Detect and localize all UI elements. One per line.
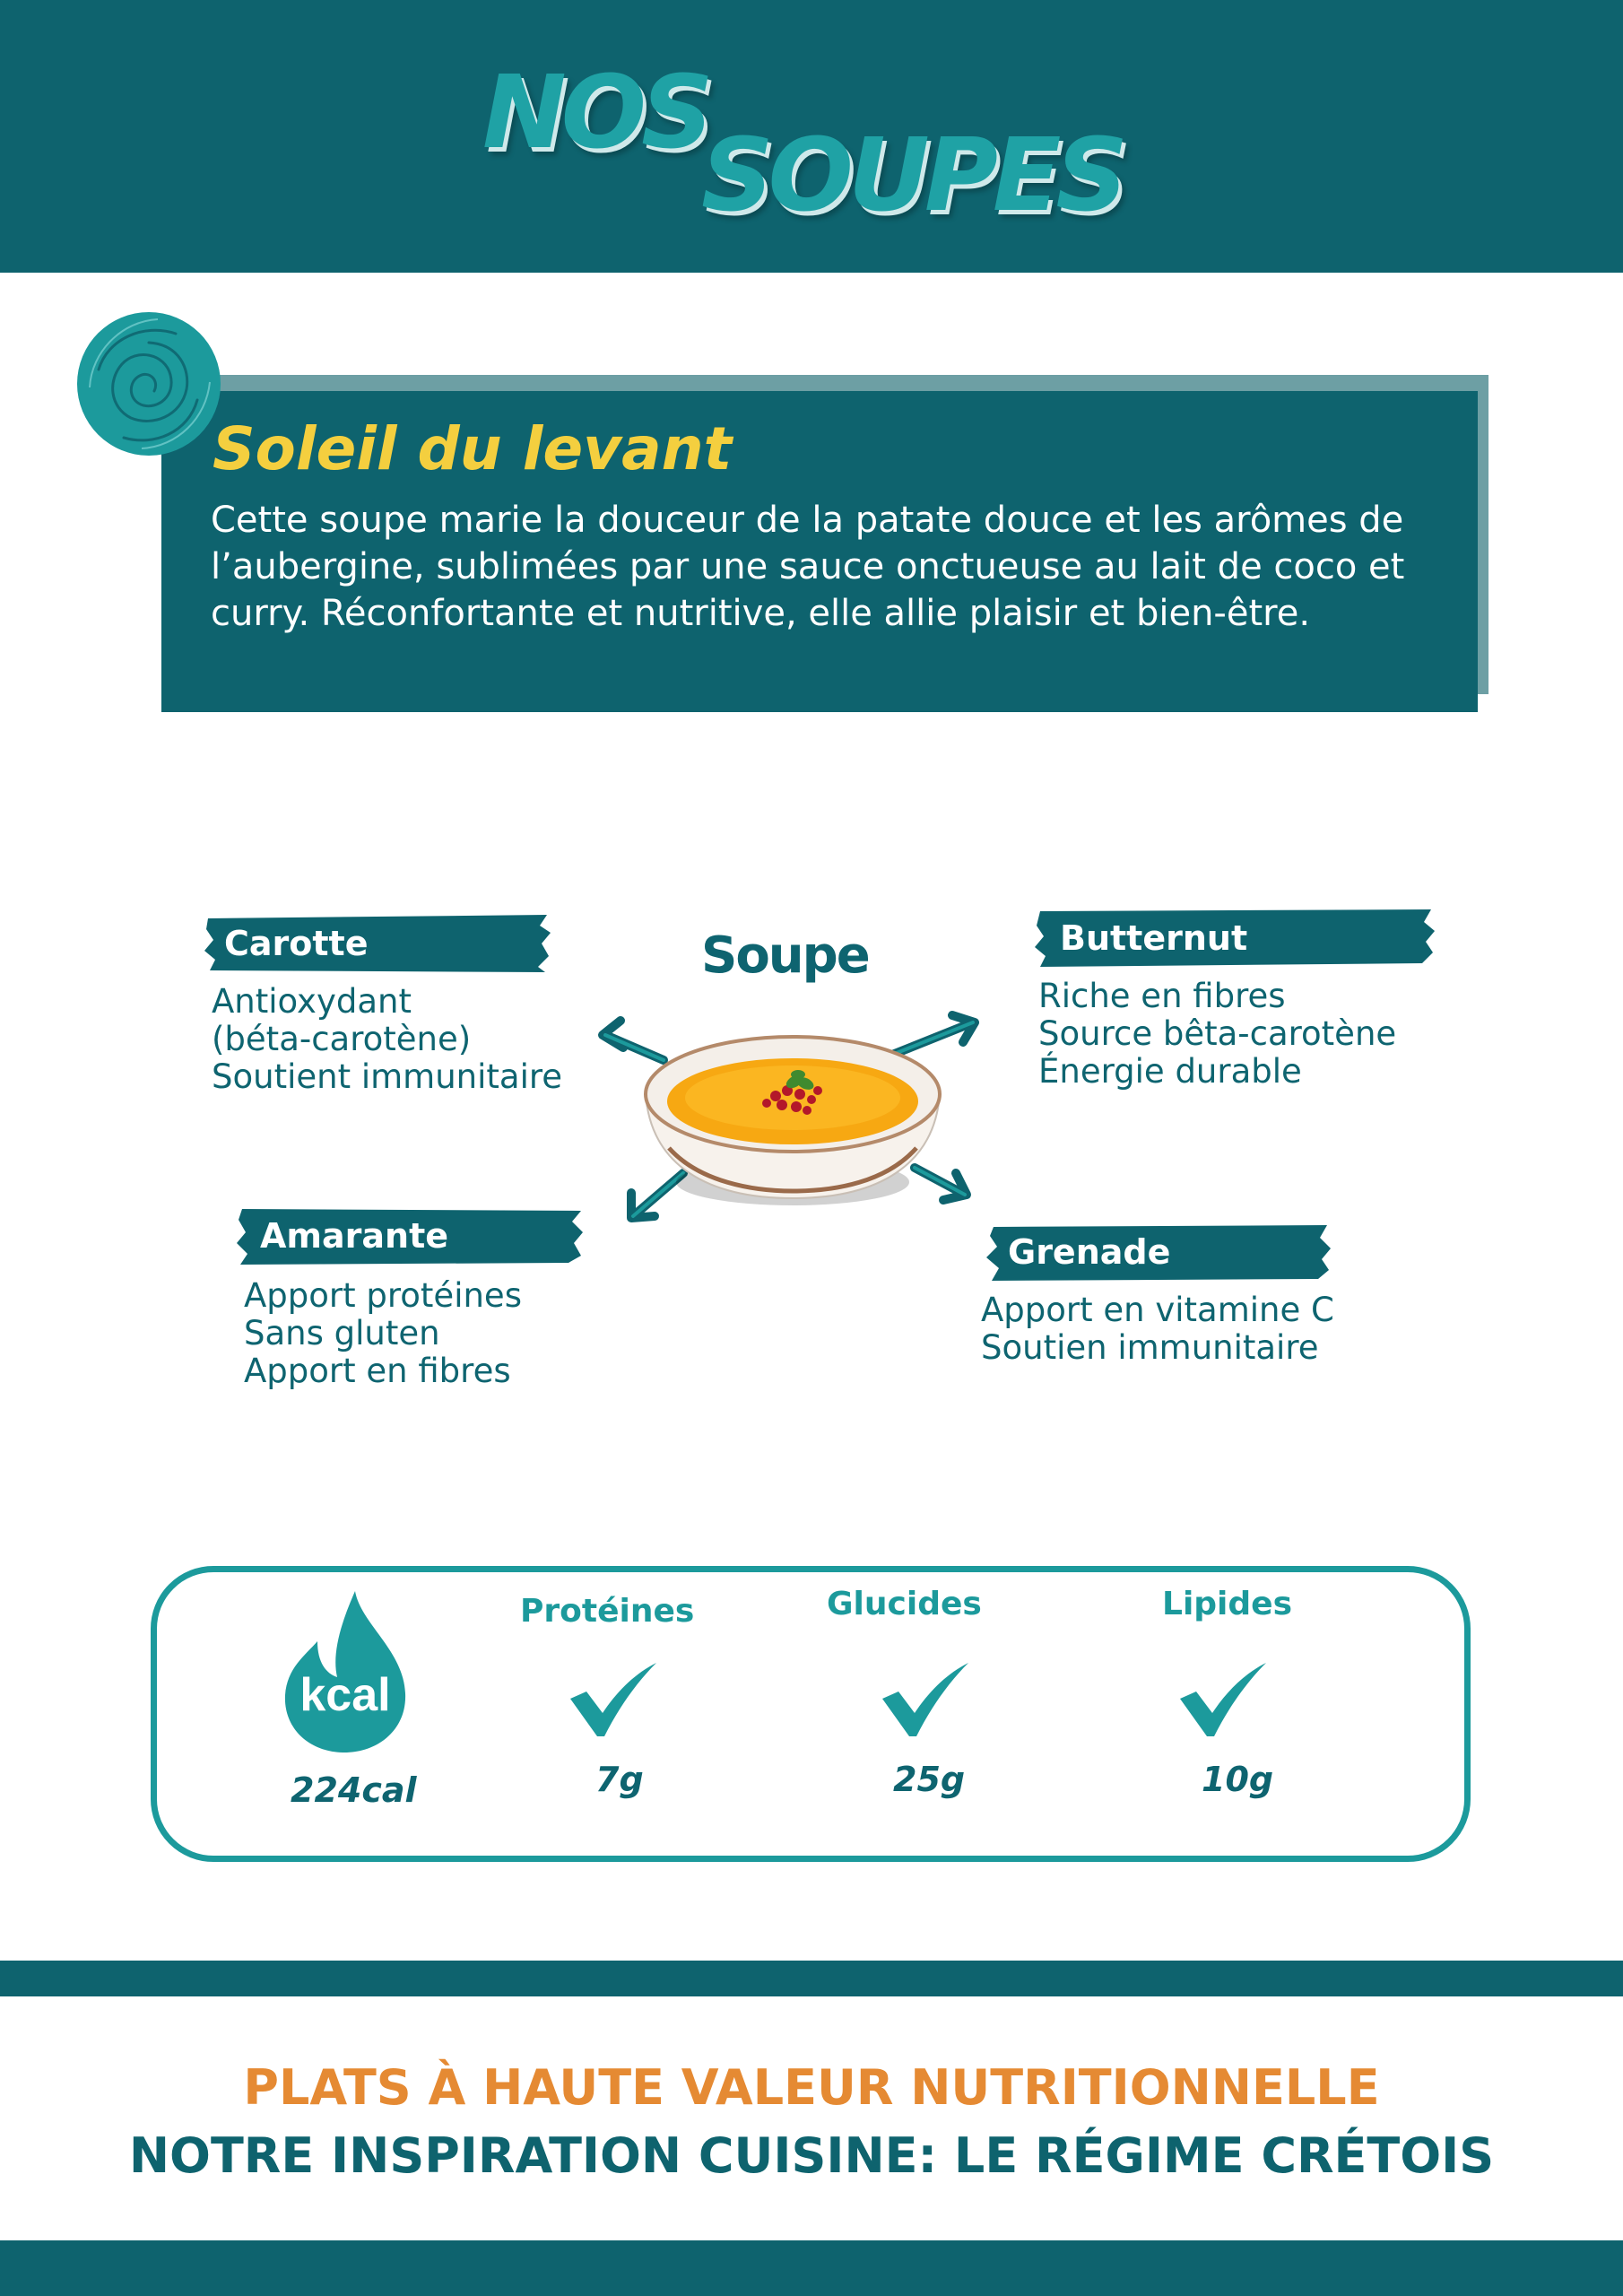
benefit-item: Apport protéines <box>244 1276 522 1315</box>
ingredient-benefits-amarante <box>244 1277 522 1390</box>
ingredient-benefits-grenade <box>981 1292 1334 1367</box>
ingredient-name-carotte: Carotte <box>224 924 369 963</box>
benefit-item: Sans gluten <box>244 1314 440 1352</box>
ingredient-name-butternut: Butternut <box>1060 918 1248 958</box>
benefit-item: Énergie durable <box>1038 1052 1302 1091</box>
benefit-item: Source bêta-carotène <box>1038 1014 1397 1053</box>
ingredient-name-amarante: Amarante <box>260 1216 449 1256</box>
page-title-line1: NOS <box>482 55 708 171</box>
macro-value-proteines: 7g <box>595 1760 644 1799</box>
benefit-item: Antioxydant <box>212 982 412 1021</box>
soup-label: Soupe <box>701 926 869 985</box>
kcal-icon-text: kcal <box>299 1669 391 1721</box>
footer-divider-band <box>0 1961 1623 1996</box>
benefit-item: Apport en vitamine C <box>981 1291 1334 1329</box>
ingredient-benefits-butternut <box>1038 978 1396 1091</box>
macro-value-lipides: 10g <box>1202 1760 1274 1799</box>
benefit-item: Soutient immunitaire <box>212 1057 563 1096</box>
benefit-item: Soutien immunitaire <box>981 1328 1319 1367</box>
benefit-item: Apport en fibres <box>244 1352 511 1390</box>
checkmark-icon <box>879 1661 972 1738</box>
checkmark-icon <box>567 1661 660 1738</box>
soup-bowl-icon <box>583 996 995 1229</box>
benefit-item: Riche en fibres <box>1038 977 1286 1015</box>
page-title-line2: SOUPES <box>701 117 1124 234</box>
footer-bottom-band <box>0 2240 1623 2296</box>
checkmark-icon <box>1176 1661 1270 1738</box>
macro-label-lipides: Lipides <box>1162 1586 1293 1622</box>
recipe-description: Cette soupe marie la douceur de la patate douce et les arômes de l’aubergine, sublimées par une sauce onctueuse au lait de coco et curry. Réconfortante et nutritive, elle allie plaisir et bien-être. <box>211 500 1405 634</box>
macro-value-glucides: 25g <box>893 1760 966 1799</box>
calories-value: 224cal <box>291 1770 417 1810</box>
benefit-item: (béta-carotène) <box>212 1020 472 1058</box>
ingredient-benefits-carotte <box>212 983 562 1096</box>
macro-label-proteines: Protéines <box>520 1593 695 1630</box>
footer-tagline: PLATS À HAUTE VALEUR NUTRITIONNELLE <box>243 2059 1380 2116</box>
swirl-decoration-icon <box>72 307 226 461</box>
header-banner <box>0 0 1623 273</box>
ingredient-name-grenade: Grenade <box>1008 1232 1171 1272</box>
footer-inspiration: NOTRE INSPIRATION CUISINE: LE RÉGIME CRÉTOIS <box>128 2127 1495 2184</box>
macro-label-glucides: Glucides <box>827 1586 982 1622</box>
recipe-title: Soleil du levant <box>213 414 733 483</box>
